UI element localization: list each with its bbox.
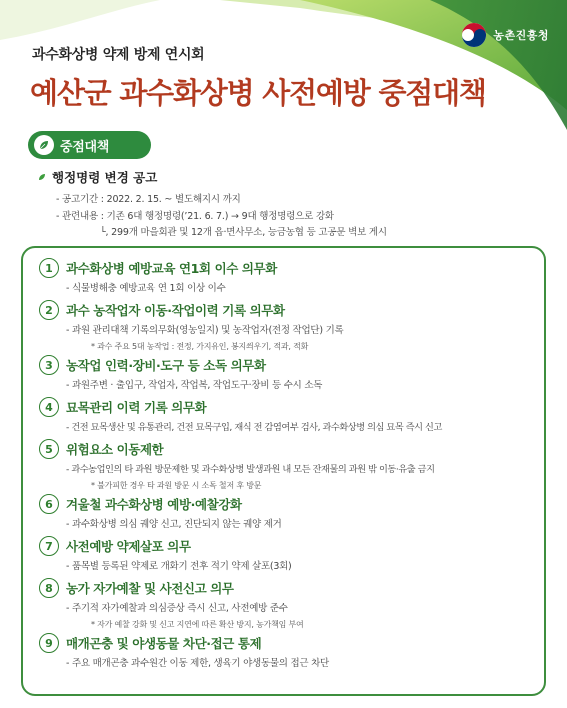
list-item <box>39 437 530 492</box>
list-item <box>39 631 530 673</box>
taegeuk-icon <box>461 22 487 48</box>
item-title: 과수 농작업자 이동·작업이력 기록 의무화 <box>66 303 285 318</box>
item-note: * 자가 예찰 강화 및 신고 지연에 따른 확산 방지, 농가책임 부여 <box>91 620 304 629</box>
item-number: 8 <box>39 578 59 598</box>
item-number: 4 <box>39 397 59 417</box>
item-number: 7 <box>39 536 59 556</box>
notice-line: - 공고기간 : 2022. 2. 15. ~ 별도해지시 까지 <box>56 194 241 205</box>
item-title: 묘목관리 이력 기록 의무화 <box>66 400 207 415</box>
notice-sub-line: └, 299개 마을회관 및 12개 읍·면사무소, 능금농협 등 고공문 벽보 게시 <box>100 227 387 238</box>
item-number: 5 <box>39 439 59 459</box>
list-item <box>39 534 530 576</box>
item-desc: - 과원 관리대책 기록의무화(영농일지) 및 농작업자(전정 작업단) 기록 <box>66 325 344 336</box>
list-item <box>39 353 530 395</box>
item-desc: - 과원주변 · 출입구, 작업자, 작업복, 작업도구·장비 등 수시 소독 <box>66 380 323 391</box>
item-desc: - 품목별 등록된 약제로 개화기 전후 적기 약제 살포(3회) <box>66 561 292 572</box>
org-logo <box>461 22 549 48</box>
org-name: 농촌진흥청 <box>493 29 549 42</box>
item-number: 6 <box>39 494 59 514</box>
list-item <box>39 298 530 353</box>
item-desc: - 식물병해충 예방교육 연 1회 이상 이수 <box>66 283 226 294</box>
list-item <box>39 576 530 631</box>
list-item <box>39 492 530 534</box>
item-note: * 과수 주요 5대 농작업 : 전정, 가지유인, 봉지씌우기, 적과, 적화 <box>91 342 309 351</box>
notice-line: - 관련내용 : 기존 6대 행정명령(’21. 6. 7.) → 9대 행정명령으로 강화 <box>56 211 334 222</box>
item-number: 9 <box>39 633 59 653</box>
item-number: 1 <box>39 258 59 278</box>
item-desc: - 과수농업인의 타 과원 방문제한 및 과수화상병 발생과원 내 모든 잔재물의 과원 밖 이동·유출 금지 <box>66 464 435 475</box>
item-number: 2 <box>39 300 59 320</box>
list-item <box>39 395 530 437</box>
item-title: 농가 자가예찰 및 사전신고 의무 <box>66 581 234 596</box>
notice-heading-text: 행정명령 변경 공고 <box>52 170 158 185</box>
leaf-icon <box>34 135 54 155</box>
item-desc: - 주기적 자가예찰과 의심증상 즉시 신고, 사전예방 준수 <box>66 603 288 614</box>
item-desc: - 주요 매개곤충 과수원간 이동 제한, 생육기 야생동물의 접근 차단 <box>66 658 329 669</box>
list-item <box>39 256 530 298</box>
page-title: 예산군 과수화상병 사전예방 중점대책 <box>30 76 486 110</box>
item-title: 겨울철 과수화상병 예방·예찰강화 <box>66 497 242 512</box>
bullet-leaf-icon <box>38 173 46 181</box>
item-number: 3 <box>39 355 59 375</box>
notice-section <box>38 168 548 241</box>
item-note: * 불가피한 경우 타 과원 방문 시 소독 철저 후 방문 <box>91 481 262 490</box>
item-desc: - 과수화상병 의심 궤양 신고, 진단되지 않는 궤양 제거 <box>66 519 282 530</box>
measures-list <box>21 246 546 696</box>
item-title: 위험요소 이동제한 <box>66 442 164 457</box>
event-subtitle: 과수화상병 약제 방제 연시회 <box>32 47 205 63</box>
item-title: 사전예방 약제살포 의무 <box>66 539 191 554</box>
item-title: 농작업 인력·장비·도구 등 소독 의무화 <box>66 358 266 373</box>
item-desc: - 건전 묘목생산 및 유통관리, 건전 묘목구입, 재식 전 감염여부 검사, 과수화상병 의심 묘목 즉시 신고 <box>66 422 442 433</box>
item-title: 과수화상병 예방교육 연1회 이수 의무화 <box>66 261 277 276</box>
notice-heading <box>38 168 548 186</box>
item-title: 매개곤충 및 야생동물 차단·접근 통제 <box>66 636 262 651</box>
badge-label: 중점대책 <box>60 139 110 155</box>
section-badge <box>28 131 151 159</box>
